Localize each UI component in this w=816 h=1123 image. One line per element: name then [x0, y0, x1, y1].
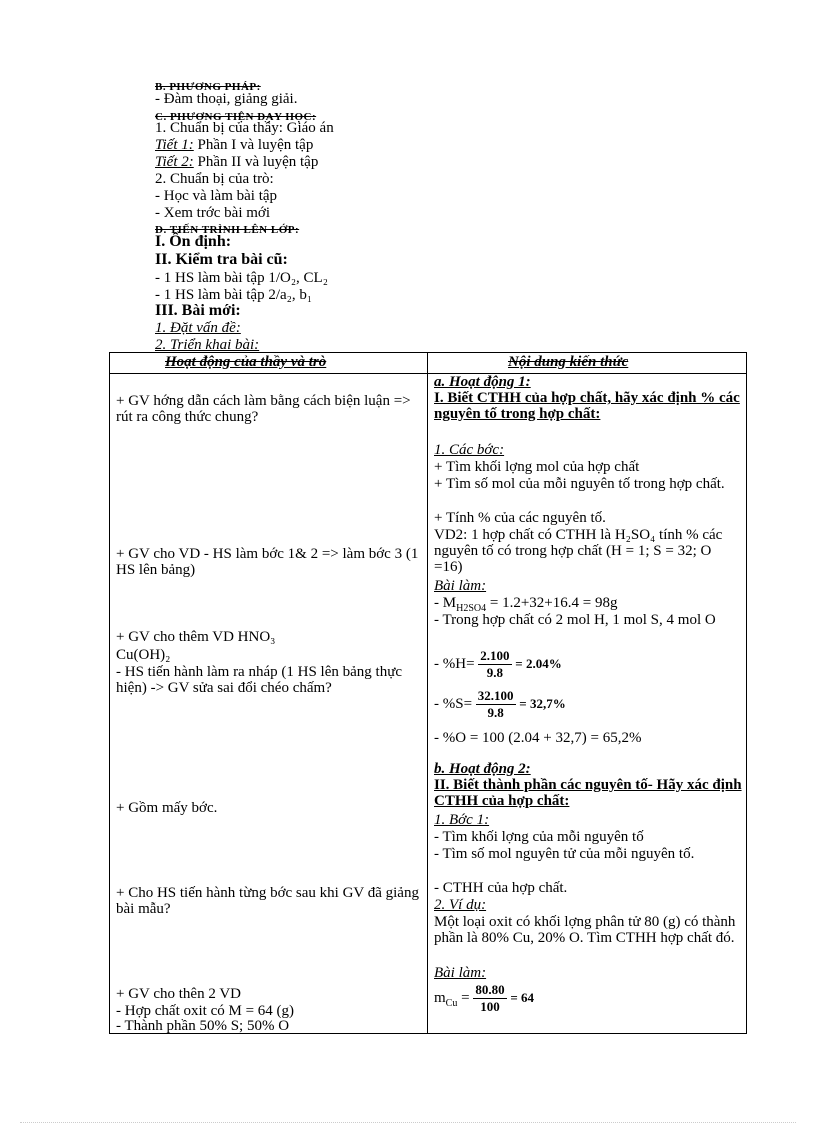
solution-label-1: Bài làm: [434, 578, 487, 594]
steps-label: 1. Các bớc: [434, 442, 505, 458]
solution-label-2: Bài làm: [434, 965, 487, 981]
percent-s-lead: - %S= [434, 695, 473, 712]
mcu-denominator: 100 [480, 999, 500, 1014]
step-2-heading: II. Kiểm tra bài cũ: [155, 251, 288, 268]
formula-line: - CTHH của hợp chất. [434, 880, 568, 896]
percent-s-numerator: 32.100 [477, 688, 514, 703]
percent-h-lead: - %H= [434, 655, 475, 672]
step-1-heading: I. Ổn định: [155, 233, 232, 250]
percent-s-line [434, 688, 742, 721]
teacher-prep: 1. Chuẩn bị của thầy: Giáo án [155, 120, 334, 136]
activity-1-title: a. Hoạt động 1: [434, 374, 531, 390]
find-mass-line: - Tìm khối lợng của mỗi nguyên tố [434, 829, 644, 845]
example-text: Một loại oxit có khối lợng phân tử 80 (g) có thành phần là 80% Cu, 20% O. Tìm CTHH hợp chất đó. [434, 914, 736, 946]
percent-h-result: = 2.04% [515, 655, 562, 671]
percent-o-line: - %O = 100 (2.04 + 32,7) = 65,2% [434, 730, 642, 746]
check-item-1: - 1 HS làm bài tập 1/O₂, CL₂ [155, 270, 328, 286]
step-item-2: + Tìm số mol của mỗi nguyên tố trong hợp chất. [434, 476, 725, 492]
sub-step-2: 2. Triển khai bài: [155, 337, 260, 353]
table-header-left: Hoạt động của thầy và trò [165, 354, 327, 370]
left-item-3b: Cu(OH)₂ [116, 647, 171, 663]
molar-mass-lead: - M [434, 595, 457, 611]
left-item-6a: + GV cho thên 2 VD [116, 986, 241, 1002]
step-item-3: + Tính % của các nguyên tố. [434, 510, 606, 526]
percent-s-denominator: 9.8 [487, 705, 504, 720]
student-item-1: - Học và làm bài tập [155, 188, 278, 204]
tiet1-line [155, 137, 313, 154]
percent-h-fraction [478, 648, 511, 681]
mcu-eq: = [457, 989, 474, 1006]
tiet1-text: Phần I và luyện tập [193, 137, 314, 153]
mol-count-line: - Trong hợp chất có 2 mol H, 1 mol S, 4 mol O [434, 612, 716, 628]
activity-2-title: b. Hoạt động 2: [434, 761, 531, 777]
left-item-6c: - Thành phần 50% S; 50% O [116, 1018, 290, 1034]
example-2-text: VD2: 1 hợp chất có CTHH là H₂SO₄ tính % các nguyên tố có trong hợp chất (H = 1; S = 32; O =16) [434, 527, 723, 575]
tiet2-line [155, 154, 318, 171]
left-item-1: + GV hớng dẫn cách làm bằng cách biện luận => rút ra công thức chung? [116, 393, 411, 425]
student-item-2: - Xem trớc bài mới [155, 205, 270, 221]
percent-h-numerator: 2.100 [480, 648, 510, 663]
step-3-heading: III. Bài mới: [155, 302, 241, 319]
mcu-fraction [473, 982, 506, 1015]
mcu-line [434, 982, 742, 1015]
molar-mass-sub: H2SO4 [456, 603, 487, 614]
tiet2-text: Phần II và luyện tập [193, 154, 319, 170]
percent-s-result: = 32,7% [519, 695, 566, 711]
find-mol-line: - Tìm số mol nguyên tử của mỗi nguyên tố. [434, 846, 695, 862]
left-item-2: + GV cho VD - HS làm bớc 1& 2 => làm bớc 3 (1 HS lên bảng) [116, 546, 419, 578]
left-item-6b: - Hợp chất oxit có M = 64 (g) [116, 1003, 295, 1019]
method-text: - Đàm thoại, giảng giải. [155, 91, 298, 107]
percent-h-denominator: 9.8 [486, 665, 504, 680]
left-item-5: + Cho HS tiến hành từng bớc sau khi GV đã giảng bài mẫu? [116, 885, 419, 917]
step-1-label: 1. Bớc 1: [434, 812, 490, 828]
activity-2-heading: II. Biết thành phần các nguyên tố- Hãy xác định CTHH của hợp chất: [434, 777, 742, 809]
mcu-sub: Cu [445, 997, 458, 1009]
table-header-right: Nội dung kiến thức [508, 354, 629, 370]
left-item-4: + Gồm mấy bớc. [116, 800, 218, 816]
step-item-1: + Tìm khối lợng mol của hợp chất [434, 459, 640, 475]
section-c-heading: C. PHƯƠNG TIỆN DẠY HỌC: [155, 111, 317, 123]
percent-s-fraction [476, 688, 516, 721]
tiet2-label: Tiết 2: [155, 154, 194, 170]
student-prep: 2. Chuẩn bị của trò: [155, 171, 274, 187]
molar-mass-rest: = 1.2+32+16.4 = 98g [486, 595, 618, 611]
section-d-heading: D. TIẾN TRÌNH LÊN LỚP: [155, 224, 300, 236]
left-item-3c: - HS tiến hành làm ra nháp (1 HS lên bảng thực hiện) -> GV sửa sai đổi chéo chấm? [116, 664, 402, 696]
mcu-lead: m [434, 989, 446, 1006]
percent-h-line [434, 648, 742, 681]
sub-step-1: 1. Đặt vấn đề: [155, 320, 241, 336]
mcu-numerator: 80.80 [475, 982, 505, 997]
example-label: 2. Ví dụ: [434, 897, 487, 913]
check-item-2: - 1 HS làm bài tập 2/a₂, b₁ [155, 287, 313, 303]
tiet1-label: Tiết 1: [155, 137, 194, 153]
section-b-heading: B. PHƯƠNG PHÁP: [155, 81, 261, 93]
left-item-3a: + GV cho thêm VD HNO₃ [116, 629, 276, 645]
mcu-result: = 64 [510, 989, 534, 1005]
activity-1-heading: I. Biết CTHH của hợp chất, hãy xác định % các nguyên tố trong hợp chất: [434, 390, 740, 422]
